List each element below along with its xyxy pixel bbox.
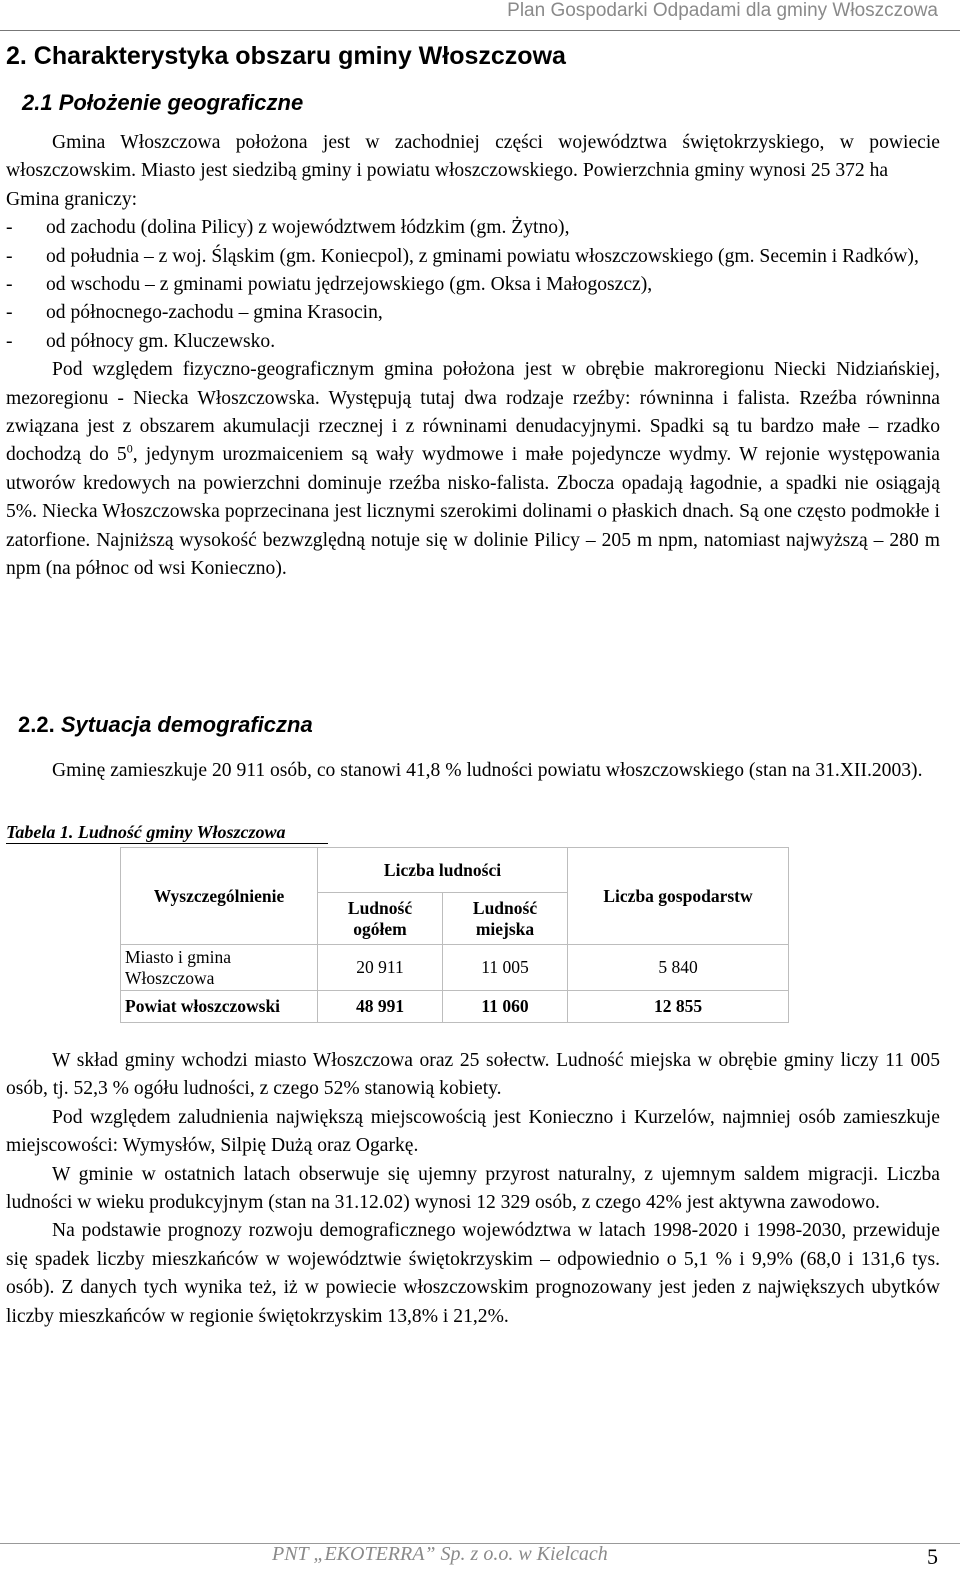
subsection-heading-demography: 2.2. Sytuacja demograficzna xyxy=(18,712,313,737)
demography-paragraphs xyxy=(6,1047,940,1331)
section-heading: 2. Charakterystyka obszaru gminy Włoszczowa xyxy=(6,42,566,70)
paragraph: Na podstawie prognozy rozwoju demograficznego województwa w latach 1998-2020 i 1998-2030, przewiduje się spadek liczby mieszkańców w województwie świętokrzyskim – odpowiednio o 5,1 % i 9,9% (68,0 i 131,6 tys. osób). Z danych tych wynika też, iż w powiecie włoszczowskim prognozowany jest jeden z największych ubytków liczby mieszkańców w regionie świętokrzyskim 13,8% i 21,2%. xyxy=(6,1220,940,1327)
geography-section xyxy=(6,129,940,584)
borders-intro: Gmina graniczy: xyxy=(6,188,138,210)
demography-intro: Gminę zamieszkuje 20 911 osób, co stanowi 41,8 % ludności powiatu włoszczowskiego (stan na 31.XII.2003). xyxy=(52,760,923,781)
border-item: - od zachodu (dolina Pilicy) z województwem łódzkim (gm. Żytno), xyxy=(6,217,570,239)
border-item: - od północnego-zachodu – gmina Krasocin, xyxy=(6,302,383,324)
border-item: - od południa – z woj. Śląskim (gm. Koniecpol), z gminami powiatu włoszczowskiego (gm. Secemin i Radków), xyxy=(6,245,919,267)
border-item: - od północy gm. Kluczewsko. xyxy=(6,330,276,352)
row-urban: 11 005 xyxy=(443,945,568,991)
row-households: 12 855 xyxy=(568,991,789,1023)
table-caption: Tabela 1. Ludność gminy Włoszczowa xyxy=(6,822,286,842)
paragraph: Pod względem zaludnienia największą miejscowością jest Konieczno i Kurzelów, najmniej osób zamieszkuje miejscowości: Wymysłów, Silpię Dużą oraz Ogarkę. xyxy=(6,1106,940,1157)
row-name: Miasto i gmina Włoszczowa xyxy=(121,945,318,991)
running-header: Plan Gospodarki Odpadami dla gminy Włoszczowa xyxy=(507,0,938,21)
physiography-paragraph: Pod względem fizyczno-geograficznym gmina położona jest w obrębie makroregionu Niecki Nidziańskiej, mezoregionu - Niecka Włoszczowska. Występują tutaj dwa rodzaje rzeźby: równinna i falista. Rzeźba równinna związana jest z obszarem akumulacji rzecznej i z równinami denudacyjnymi. Spadki są tu bardzo małe – rzadko dochodzą do $5^0$, jedynym urozmaiceniem są wały wydmowe i małe pojedyncze wydmy. W rejonie występowania utworów kredowych na powierzchni dominuje rzeźba nisko-falista. Zbocza opadają łagodnie, a spadki nie osiągają 5%. Niecka Włoszczowska poprzecinana jest licznymi szerokimi dolinami o płaskich dnach. Są one często podmokłe i zatorfione. Najniższą wysokość bezwzględną notuje się w dolinie Pilicy – 205 m npm, natomiast najwyższą – 280 m npm (na północ od wsi Konieczno). xyxy=(6,359,940,580)
table-row xyxy=(121,991,789,1023)
row-total: 20 911 xyxy=(318,945,443,991)
footer-company: PNT „EKOTERRA” Sp. z o.o. w Kielcach xyxy=(272,1543,608,1565)
border-item: - od wschodu – z gminami powiatu jędrzejowskiego (gm. Oksa i Małogoszcz), xyxy=(6,274,653,296)
geography-intro: Gmina Włoszczowa położona jest w zachodniej części województwa świętokrzyskiego, w powiecie włoszczowskim. Miasto jest siedzibą gminy i powiatu włoszczowskiego. Powierzchnia gminy wynosi 25 372 ha xyxy=(6,132,940,182)
row-households: 5 840 xyxy=(568,945,789,991)
row-urban: 11 060 xyxy=(443,991,568,1023)
row-name: Powiat włoszczowski xyxy=(121,991,318,1023)
header-households: Liczba gospodarstw xyxy=(568,848,789,945)
population-table xyxy=(120,847,789,1023)
paragraph: W skład gminy wchodzi miasto Włoszczowa oraz 25 sołectw. Ludność miejska w obrębie gminy liczy 11 005 osób, tj. 52,3 % ogółu ludności, z czego 52% stanowią kobiety. xyxy=(6,1050,940,1100)
header-population-total: Ludność ogółem xyxy=(318,893,443,945)
row-total: 48 991 xyxy=(318,991,443,1023)
table-caption-underline xyxy=(6,843,328,844)
paragraph: W gminie w ostatnich latach obserwuje się ujemny przyrost naturalny, z ujemnym saldem migracji. Liczba ludności w wieku produkcyjnym (stan na 31.12.02) wynosi 12 329 osób, z czego 42% jest aktywna zawodowo. xyxy=(6,1163,940,1214)
header-population-urban: Ludność miejska xyxy=(443,893,568,945)
header-item: Wyszczególnienie xyxy=(121,848,318,945)
page-number: 5 xyxy=(927,1544,938,1569)
subsection-heading-geography: 2.1 Położenie geograficzne xyxy=(22,90,304,115)
table-row xyxy=(121,945,789,991)
header-population-group: Liczba ludności xyxy=(318,848,568,893)
header-rule xyxy=(0,30,960,31)
